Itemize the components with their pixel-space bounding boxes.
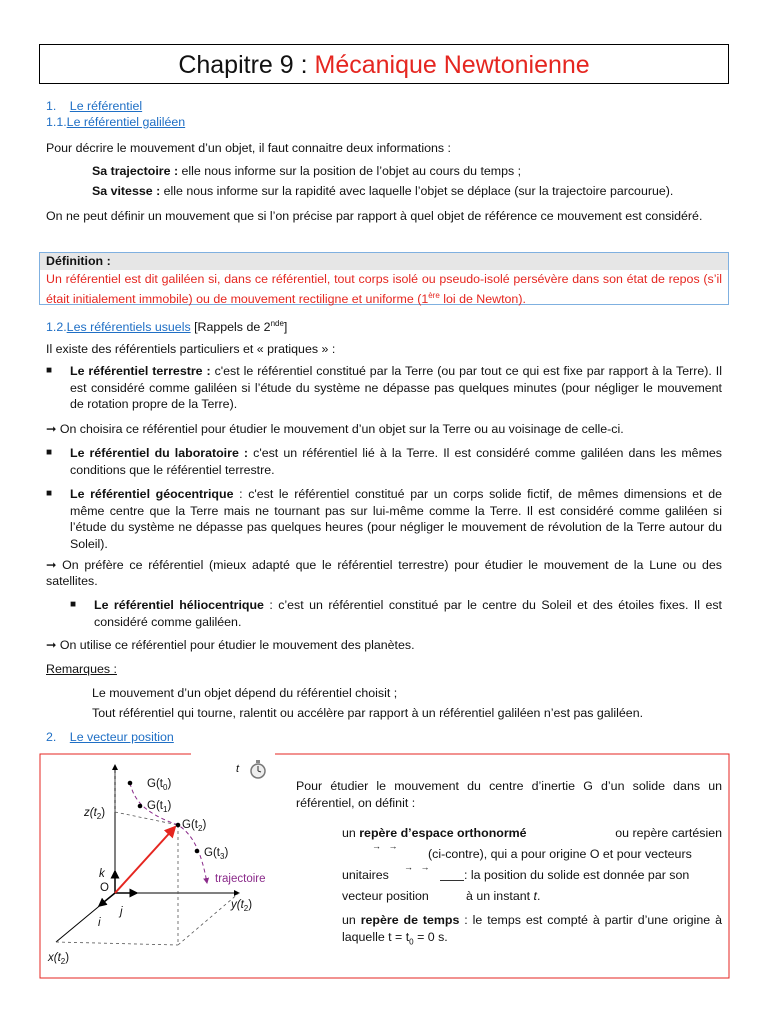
definition-head — [40, 253, 728, 270]
arrow-note-3: ➞ On utilise ce référentiel pour étudier le mouvement des planètes. — [46, 638, 415, 652]
definition-box — [39, 252, 729, 305]
svg-text:G(t2): $G(t_2)$ — [182, 819, 207, 833]
ref-helio-term: Le référentiel héliocentrique — [94, 598, 264, 612]
svg-text:trajectoire: trajectoire — [215, 873, 266, 885]
section-1-num: 1. — [46, 99, 57, 113]
section-2-heading[interactable] — [46, 730, 174, 745]
section-1-heading[interactable] — [46, 99, 142, 114]
svg-text:G(t1): $G(t_1)$ — [147, 800, 172, 814]
section-2-num: 2. — [46, 730, 57, 744]
ref-helio-text: : c’est un référentiel constitué par le centre du Soleil et des étoiles fixes. Il est considéré comme galiléen. — [94, 598, 722, 629]
position-vector — [115, 827, 175, 893]
time-label: t — [236, 763, 240, 775]
arrow-note-1: ➞ On choisira ce référentiel pour étudier le mouvement d’un objet sur la Terre ou au voisinage de celle-ci. — [46, 422, 624, 436]
bullet-icon: ■ — [46, 365, 53, 376]
title-prefix: Chapitre 9 : — [178, 51, 315, 79]
definition-text — [46, 271, 722, 307]
usuels-intro: Il existe des référentiels particuliers et « pratiques » : — [46, 342, 336, 356]
ref-helio — [70, 597, 722, 630]
ref-labo — [46, 445, 722, 478]
bullet-icon: ■ — [46, 488, 53, 499]
define-text: On ne peut définir un mouvement que si l’on précise par rapport à quel objet de référence ce mouvement est considéré. — [46, 209, 703, 223]
section-1-2-sup: nde — [270, 319, 284, 328]
info-trajectoire-term: Sa trajectoire : — [92, 164, 179, 178]
position-vector-figure — [44, 755, 284, 970]
svg-text:O: O — [100, 882, 109, 894]
svg-text:G(t0): $G(t_0)$ — [147, 778, 172, 792]
remarque-1: Le mouvement d’un objet dépend du référentiel choisit ; — [92, 686, 398, 700]
svg-text:y(t2): $y(t_2)$ — [231, 899, 253, 913]
ref-labo-text: c'est un référentiel lié à la Terre. Il est considéré comme galiléen dans les mêmes conditions que le référentiel terrestre. — [70, 446, 722, 477]
svg-text:G(t3): $G(t_3)$ — [204, 847, 229, 861]
ref-terrestre — [46, 363, 722, 413]
svg-text:z(t2): $z(t_2)$ — [84, 807, 106, 821]
title-main: Mécanique Newtonienne — [314, 51, 590, 79]
sec2-bullet-1: un repère d’espace orthonormé ou repère cartésien → → (ci-contre), qui a pour origine O et pour vecteurs — [342, 826, 722, 861]
sec2-bullet-1-cont: unitaires → → : la position du solide est donnée par son vecteur position à un instant t. — [342, 862, 690, 903]
section-1-2-heading[interactable] — [46, 316, 287, 335]
section-1-2-extra: [Rappels de 2 — [190, 320, 271, 335]
stopwatch-icon — [249, 760, 267, 780]
definition-head-text: Définition : — [46, 254, 111, 268]
bullet-icon: ■ — [46, 447, 53, 458]
sec2-intro: Pour étudier le mouvement du centre d’inertie G d’un solide dans un référentiel, on définit : — [296, 779, 722, 810]
svg-text:x(t2): $x(t_2)$ — [48, 952, 70, 966]
ref-labo-term: Le référentiel du laboratoire : — [70, 446, 249, 460]
page-title — [39, 44, 729, 84]
svg-text:j: j — [120, 906, 123, 918]
ref-geo-term: Le référentiel géocentrique — [70, 487, 234, 501]
section-2-label[interactable]: Le vecteur position — [69, 730, 174, 744]
intro-text: Pour décrire le mouvement d’un objet, il faut connaitre deux informations : — [46, 141, 451, 155]
bullet-icon: ■ — [70, 599, 77, 610]
section-1-2-end: ] — [283, 320, 288, 335]
ref-terrestre-text: c'est le référentiel constitué par la Terre (ou par tout ce qui est fixe par rapport à la Terre). Il est considéré comme galiléen si l’étude du système ne dépasse pas quelques minutes (pour négliger le mouvement de rotation propre de la Terre). — [70, 364, 722, 411]
sec2-bullet-2: un repère de temps : le temps est compté à partir d’une origine à laquelle $t = t_0 = 0$ s. — [342, 913, 722, 946]
svg-text:i: i — [98, 917, 101, 929]
ref-geo-text: : c'est le référentiel constitué par un corps solide fictif, de mêmes dimensions et de même centre que la Terre mais ne tournant pas sur lui-même comme la Terre. Il est considéré comme galiléen si l’étude du système ne dépasse pas quelques heures (pour négliger le mouvement de révolution de la Terre autour du Soleil). — [70, 487, 722, 551]
section-1-label[interactable]: Le référentiel — [69, 99, 143, 113]
remarques-head: Remarques : — [46, 662, 117, 676]
ref-terrestre-term: Le référentiel terrestre : — [70, 364, 211, 378]
remarque-2: Tout référentiel qui tourne, ralentit ou accélère par rapport à un référentiel galiléen n’est pas galiléen. — [92, 706, 644, 720]
info-vitesse-text: elle nous informe sur la rapidité avec laquelle l’objet se déplace (sur la trajectoire parcourue). — [160, 184, 674, 198]
info-trajectoire — [92, 163, 722, 179]
arrow-note-2: ➞ On préfère ce référentiel (mieux adapté que le référentiel terrestre) pour étudier le mouvement de la Lune ou des satellites. — [46, 558, 722, 588]
info-vitesse — [92, 183, 722, 199]
definition-text-1: Un référentiel est dit galiléen si, dans ce référentiel, tout corps isolé ou pseudo-isolé persévère dans son état de repos (s’il était initialement immobile) ou de mouvement rectiligne et uniforme (1 — [46, 272, 722, 306]
section-1-1-num: 1.1. — [46, 115, 67, 129]
section-1-2-num: 1.2. — [46, 320, 67, 335]
section-1-2-label[interactable]: Les référentiels usuels — [66, 320, 191, 335]
i-vector — [99, 893, 115, 906]
definition-sup: ère — [428, 290, 440, 300]
section-1-1-label[interactable]: Le référentiel galiléen — [66, 115, 186, 129]
section-1-1-heading[interactable] — [46, 115, 185, 130]
svg-text:k: k — [99, 868, 105, 880]
info-vitesse-term: Sa vitesse : — [92, 184, 161, 198]
ref-geo — [46, 486, 722, 552]
definition-text-2: loi de Newton). — [439, 291, 526, 306]
info-trajectoire-text: elle nous informe sur la position de l’objet au cours du temps ; — [178, 164, 522, 178]
